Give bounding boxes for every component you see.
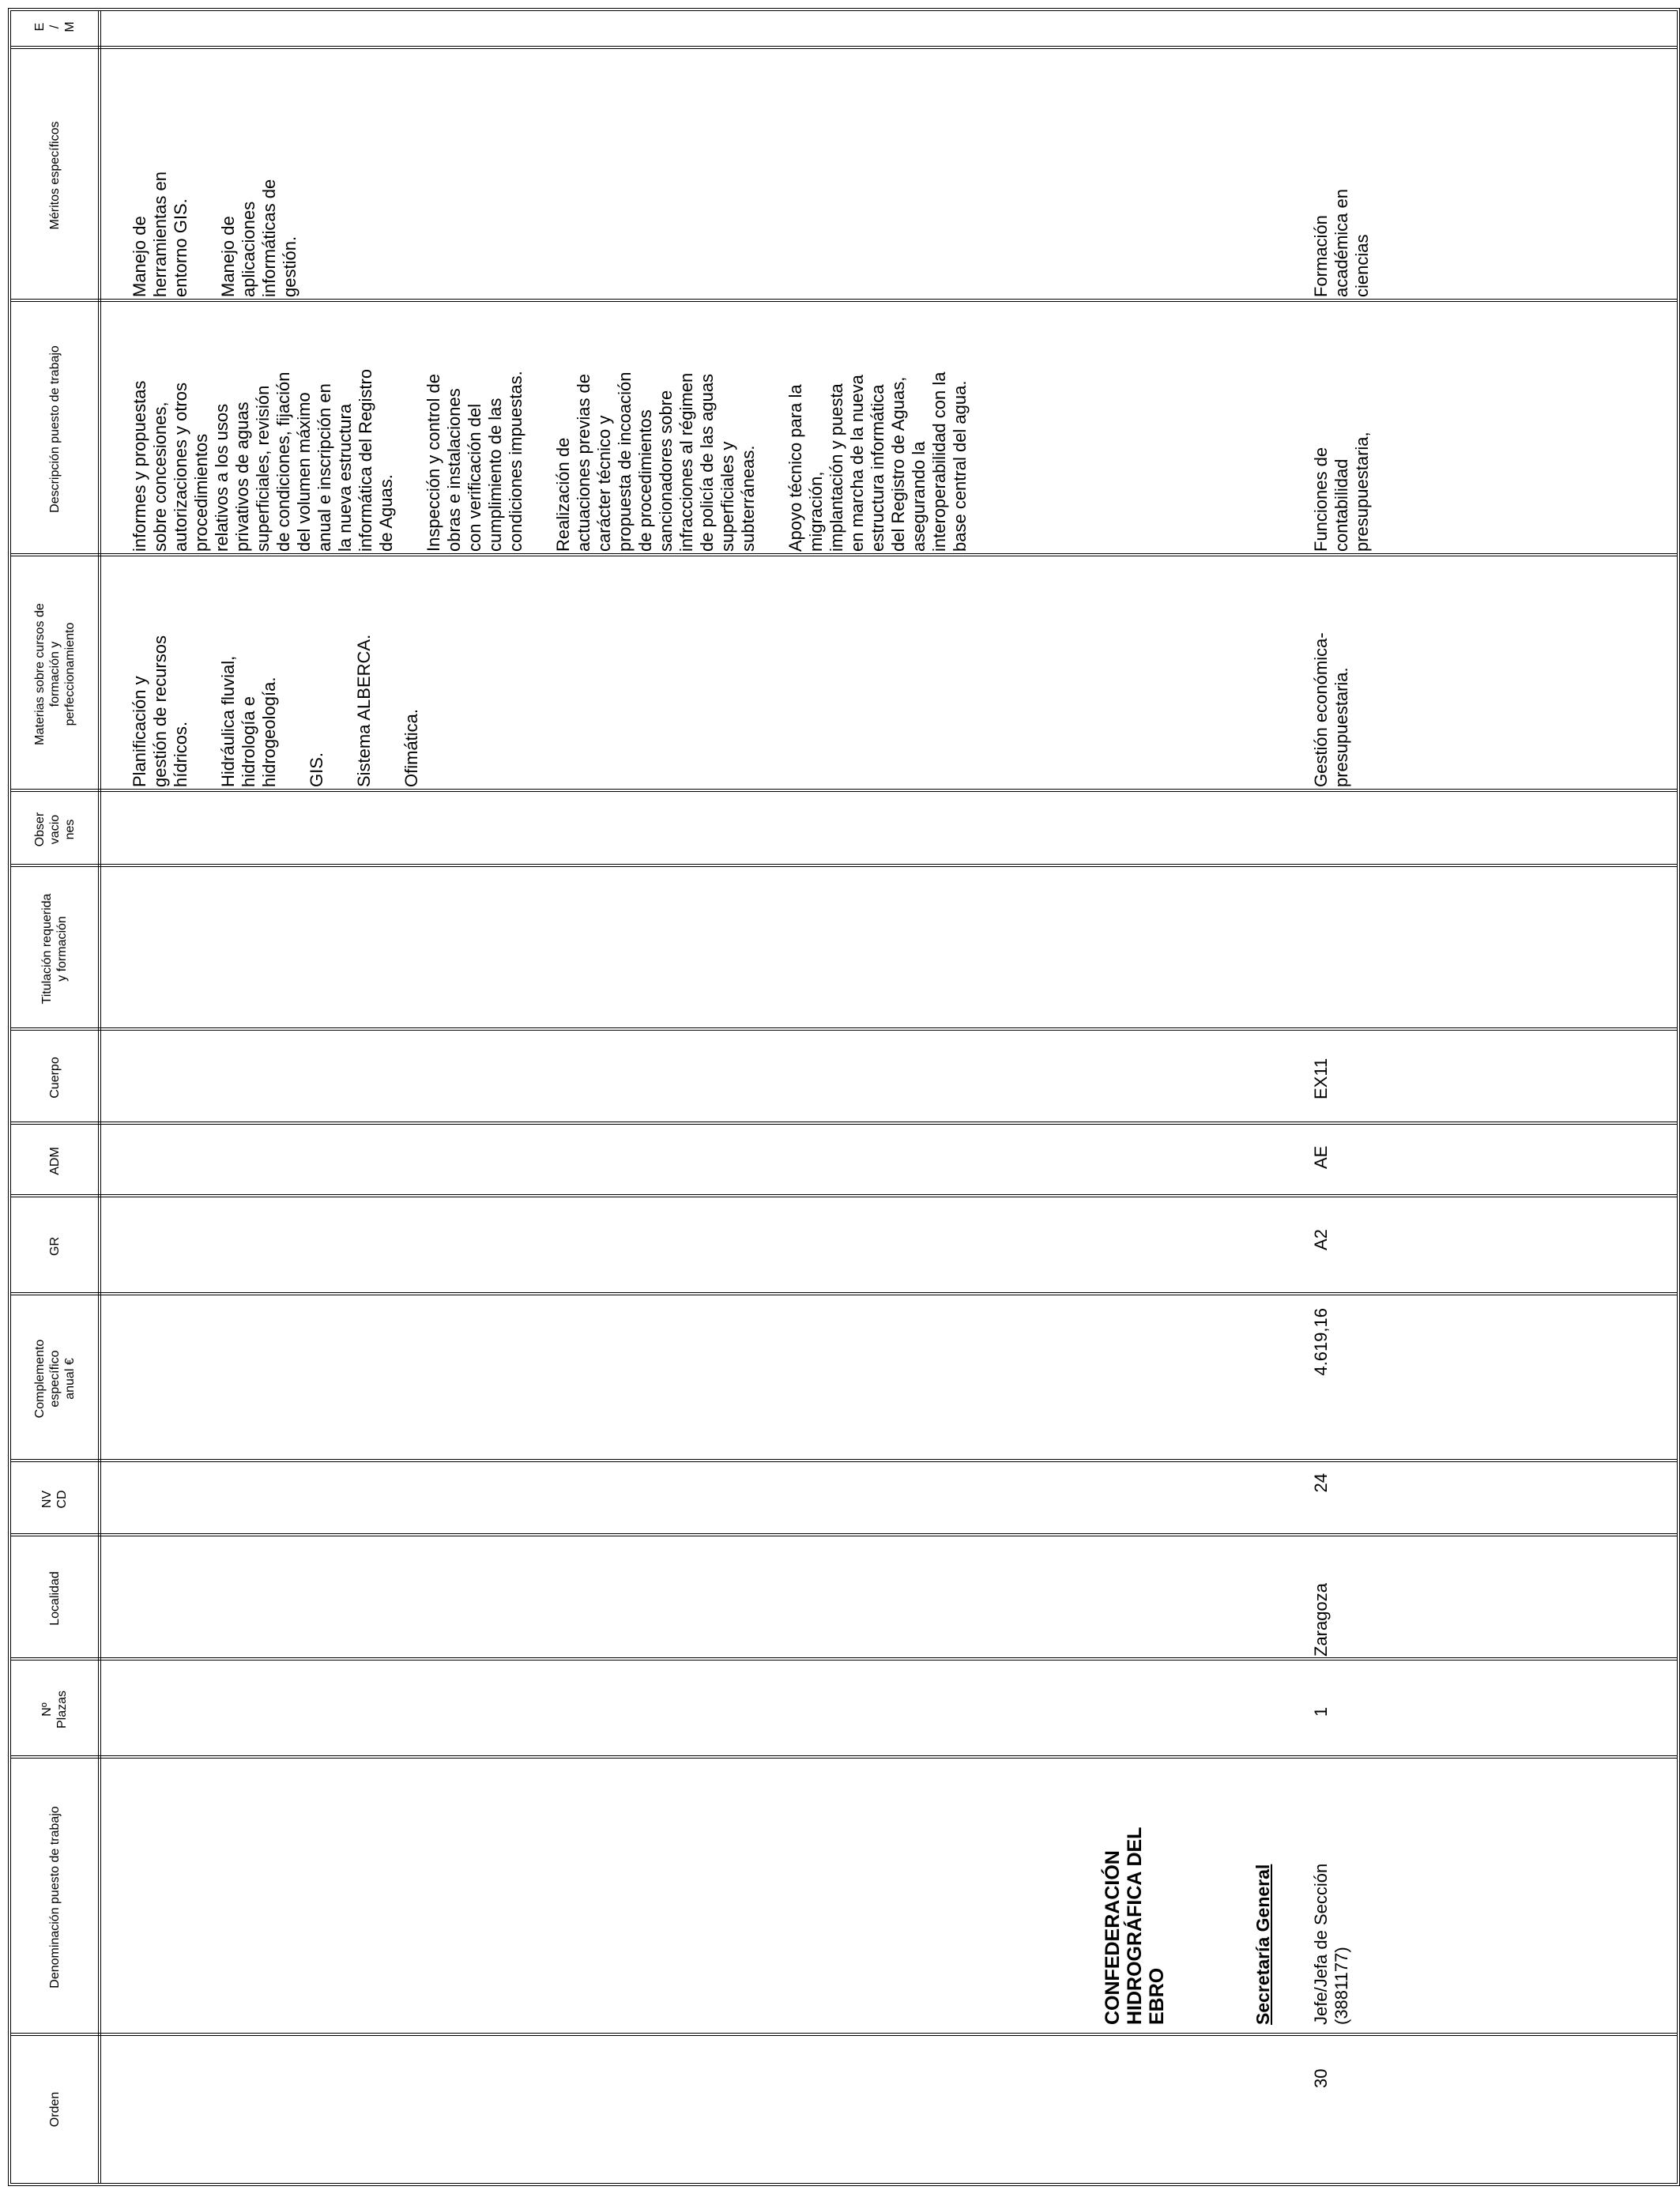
header-orden: Orden [47, 2091, 62, 2128]
header-gr: GR [47, 1237, 62, 1256]
col-rule [11, 1292, 1677, 1295]
row-localidad: Zaragoza [1311, 1583, 1331, 1657]
header-meritos: Méritos específicos [47, 121, 62, 230]
organization-title: CONFEDERACIÓN HIDROGRÁFICA DEL EBRO [1102, 1826, 1168, 2025]
header-plazas: Nº Plazas [40, 1690, 69, 1729]
col-rule [11, 789, 1677, 792]
section-heading: Secretaría General [1252, 1864, 1273, 2025]
header-nv-cd: NV CD [40, 1490, 69, 1509]
row-plazas: 1 [1311, 1706, 1331, 1717]
col-rule [11, 1657, 1677, 1661]
meritos-continuation [109, 52, 321, 297]
row-cuerpo: EX11 [1311, 1057, 1331, 1099]
row-nv-cd: 24 [1311, 1473, 1331, 1493]
row-materias: Gestión económica- presupuestaria. [1311, 632, 1351, 787]
col-rule [11, 1122, 1677, 1125]
header-complemento: Complemento específico anual € [32, 1339, 77, 1419]
header-localidad: Localidad [47, 1571, 62, 1626]
header-denominacion: Denominación puesto de trabajo [47, 1806, 62, 1989]
section-heading-wrap [1232, 1764, 1274, 2025]
col-rule [11, 1755, 1677, 1759]
header-observaciones: Obser vacio nes [32, 812, 77, 847]
descripcion-item: Apoyo técnico para la migración, implantación y puesta en marcha de la nueva estructura informática del Registro de Aguas, asegurando la interoperabilidad con la base central del agua. [785, 371, 970, 552]
materias-item: Ofimática. [401, 708, 421, 787]
row-meritos: Formación académica en ciencias [1311, 189, 1372, 297]
header-descripcion: Descripción puesto de trabajo [47, 345, 62, 513]
positions-table [8, 8, 1680, 2186]
col-rule [11, 1027, 1677, 1031]
header-adm: ADM [47, 1147, 62, 1175]
descripcion-continuation [109, 302, 991, 552]
row-orden: 30 [1311, 2068, 1331, 2088]
col-rule [11, 46, 1677, 49]
materias-item: Planificación y gestión de recursos hídricos. [130, 635, 190, 787]
materias-item: Hidráulica fluvial, hidrología e hidrogeología. [218, 655, 279, 787]
header-rule [98, 11, 101, 2183]
header-em: E / M [32, 21, 77, 32]
row-complemento: 4.619,16 [1311, 1308, 1331, 1376]
descripcion-item: Realización de actuaciones previas de carácter técnico y propuesta de incoación de procedimientos sancionadores sobre infracciones al régimen de policía de las aguas superficiales y subterráneas. [553, 371, 758, 552]
materias-item: GIS. [307, 752, 326, 787]
row-descripcion: Funciones de contabilidad presupuestaria, [1311, 432, 1372, 552]
meritos-item: Manejo de herramientas en entorno GIS. [130, 172, 190, 297]
header-cuerpo: Cuerpo [47, 1057, 62, 1099]
materias-continuation [109, 558, 443, 787]
row-denominacion: Jefe/Jefa de Sección (3881177) [1311, 1863, 1351, 2025]
meritos-item: Manejo de aplicaciones informáticas de gestión. [218, 179, 299, 297]
descripcion-item: Inspección y control de obras e instalaciones con verificación del cumplimiento de las condiciones impuestas. [424, 371, 525, 552]
materias-item: Sistema ALBERCA. [354, 634, 374, 787]
col-rule [11, 553, 1677, 556]
row-adm: AE [1311, 1145, 1331, 1169]
descripcion-item: informes y propuestas sobre concesiones, autorizaciones y otros procedimientos relativos a los usos privativos de aguas superficiales, revisión de condiciones, fijación del volumen máximo anual e inscripción en la nueva estructura informática del Registro de Aguas. [130, 368, 396, 552]
row-gr: A2 [1311, 1229, 1331, 1250]
col-rule [11, 1533, 1677, 1536]
header-titulacion: Titulación requerida y formación [40, 893, 69, 1005]
col-rule [11, 2033, 1677, 2036]
col-rule [11, 864, 1677, 867]
col-rule [11, 1459, 1677, 1462]
header-materias: Materias sobre cursos de formación y perfeccionamiento [32, 603, 77, 745]
col-rule [11, 1194, 1677, 1197]
